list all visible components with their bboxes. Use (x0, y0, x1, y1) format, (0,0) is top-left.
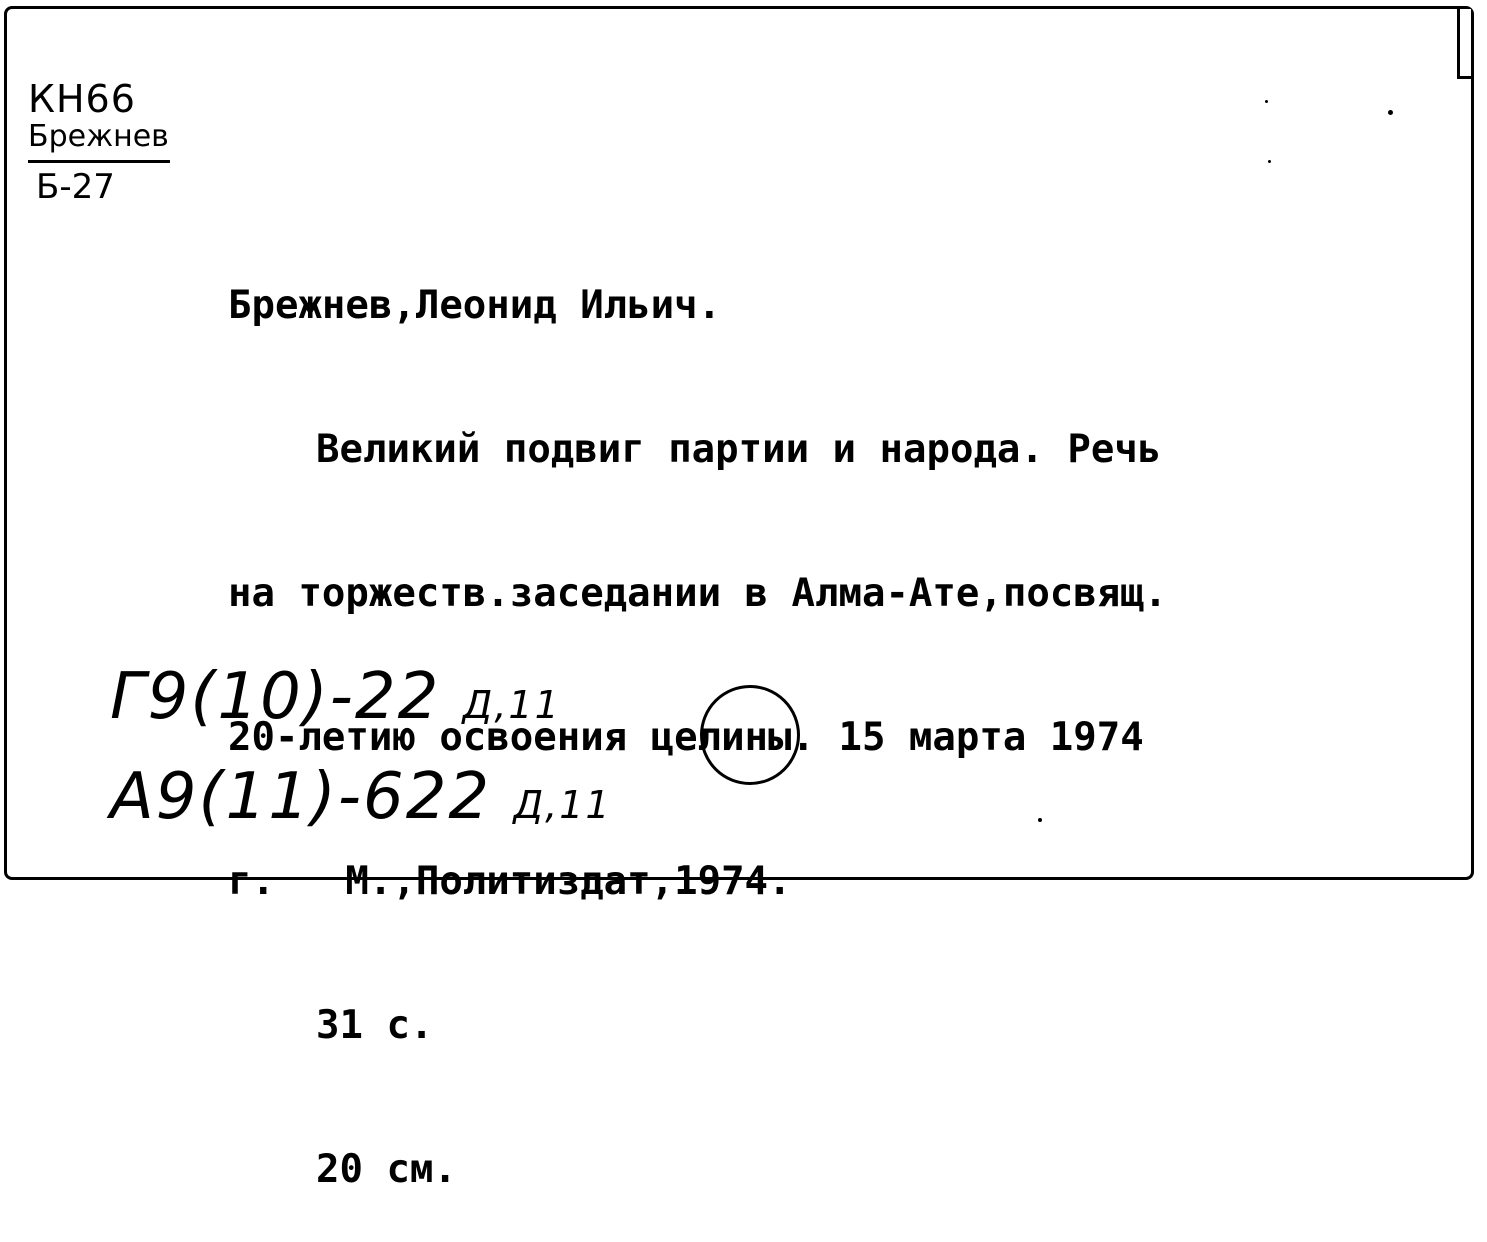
punch-hole-circle (700, 685, 800, 785)
card-corner-notch (1457, 9, 1471, 79)
pages-line: 31 с. (316, 1003, 434, 1048)
classification-code-1-suffix: Д,11 (462, 683, 561, 727)
title-line-2: на торжеств.заседании в Алма-Ате,посвящ. (228, 571, 1168, 616)
classification-code-2-main: А9(11)-622 (110, 760, 492, 834)
size-line: 20 см. (316, 1147, 457, 1192)
speck (1038, 818, 1042, 822)
classification-code-2 (110, 760, 612, 834)
classification-code-1-main: Г9(10)-22 (110, 660, 441, 734)
classification-code-2-suffix: Д,11 (513, 783, 612, 827)
speck (1265, 100, 1268, 103)
classification-code-1 (110, 660, 561, 734)
shelf-code: КН66 (28, 77, 136, 121)
shelf-mark-block (28, 78, 170, 211)
author-heading-handwritten: Брежнев (28, 120, 170, 163)
title-line-1: Великий подвиг партии и народа. Речь (316, 427, 1162, 472)
speck (1268, 160, 1271, 163)
speck (1388, 110, 1393, 115)
imprint-line: г. М.,Политиздат,1974. (228, 859, 792, 904)
author-line: Брежнев,Леонид Ильич. (228, 283, 722, 328)
title-line-3: 20-летию освоения целины. 15 марта 1974 (228, 715, 1144, 760)
author-mark: Б-27 (36, 167, 115, 207)
